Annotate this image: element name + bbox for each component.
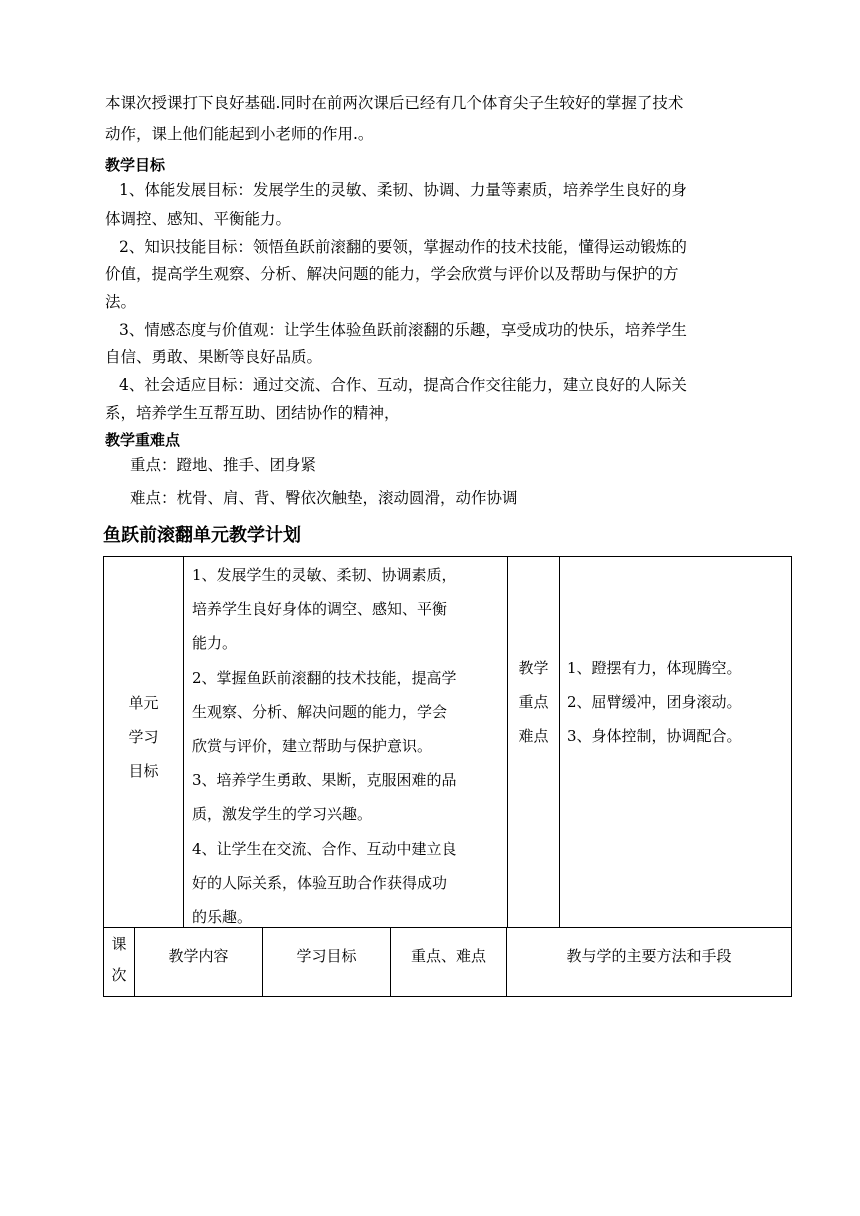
header-focus: 重点、难点: [410, 947, 486, 965]
objective-line: 1、体能发展目标：发展学生的灵敏、柔韧、协调、力量等素质，培养学生良好的身: [119, 181, 687, 199]
objective-line: 2、知识技能目标：领悟鱼跃前滚翻的要领，掌握动作的技术技能，懂得运动锻炼的: [119, 238, 687, 256]
objective-line: 法。: [105, 293, 137, 311]
difficult-point: 难点：枕骨、肩、背、臀依次触垫，滚动圆滑，动作协调: [130, 489, 518, 507]
key-points-heading: 教学重难点: [105, 431, 181, 449]
intro-line-1: 本课次授课打下良好基础.同时在前两次课后已经有几个体育尖子生较好的掌握了技术: [105, 94, 684, 112]
header-content: 教学内容: [168, 947, 229, 965]
table-border-top: [103, 556, 792, 557]
objective-line: 3、情感态度与价值观：让学生体验鱼跃前滚翻的乐趣，享受成功的快乐，培养学生: [119, 321, 687, 339]
objective-line: 价值，提高学生观察、分析、解决问题的能力，学会欣赏与评价以及帮助与保护的方: [105, 265, 679, 283]
table-col-line: [559, 556, 560, 927]
objective-line: 体调控、感知、平衡能力。: [105, 210, 292, 228]
objective-line: 系，培养学生互帮互助、团结协作的精神，: [105, 404, 400, 422]
plan-title: 鱼跃前滚翻单元教学计划: [103, 525, 301, 546]
header-goal: 学习目标: [296, 947, 357, 965]
intro-line-2: 动作，课上他们能起到小老师的作用.。: [105, 125, 374, 143]
table-border-right: [791, 556, 792, 997]
focus-items: 1、蹬摆有力，体现腾空。 2、屈臂缓冲，团身滚动。 3、身体控制，协调配合。: [567, 659, 742, 745]
focus-label: 教学 重点 难点: [518, 659, 549, 745]
objectives-heading: 教学目标: [105, 156, 166, 174]
table-border-bottom: [103, 996, 792, 997]
table-col-line: [183, 556, 184, 927]
header-lesson: 课 次: [111, 935, 127, 984]
unit-goal-label: 单元 学习 目标: [128, 694, 159, 780]
objective-line: 4、社会适应目标：通过交流、合作、互动，提高合作交往能力，建立良好的人际关: [119, 376, 687, 394]
unit-goals: 1、发展学生的灵敏、柔韧、协调素质， 培养学生良好身体的调空、感知、平衡 能力。 2、掌握鱼跃前滚翻的技术技能，提高学 生观察、分析、解决问题的能力，学会 欣赏与评价，建立帮助与保护意识。 3、培养学生勇敢、果断，克服困难的品 质，激发学生的学习兴趣。 4、让学生在交流、合作、互动中建立良 好的人际关系，体验互助合作获得成功 的乐趣。: [192, 566, 457, 927]
header-methods: 教与学的主要方法和手段: [566, 947, 732, 965]
objective-line: 自信、勇敢、果断等良好品质。: [105, 348, 323, 366]
key-point: 重点：蹬地、推手、团身紧: [130, 456, 317, 474]
